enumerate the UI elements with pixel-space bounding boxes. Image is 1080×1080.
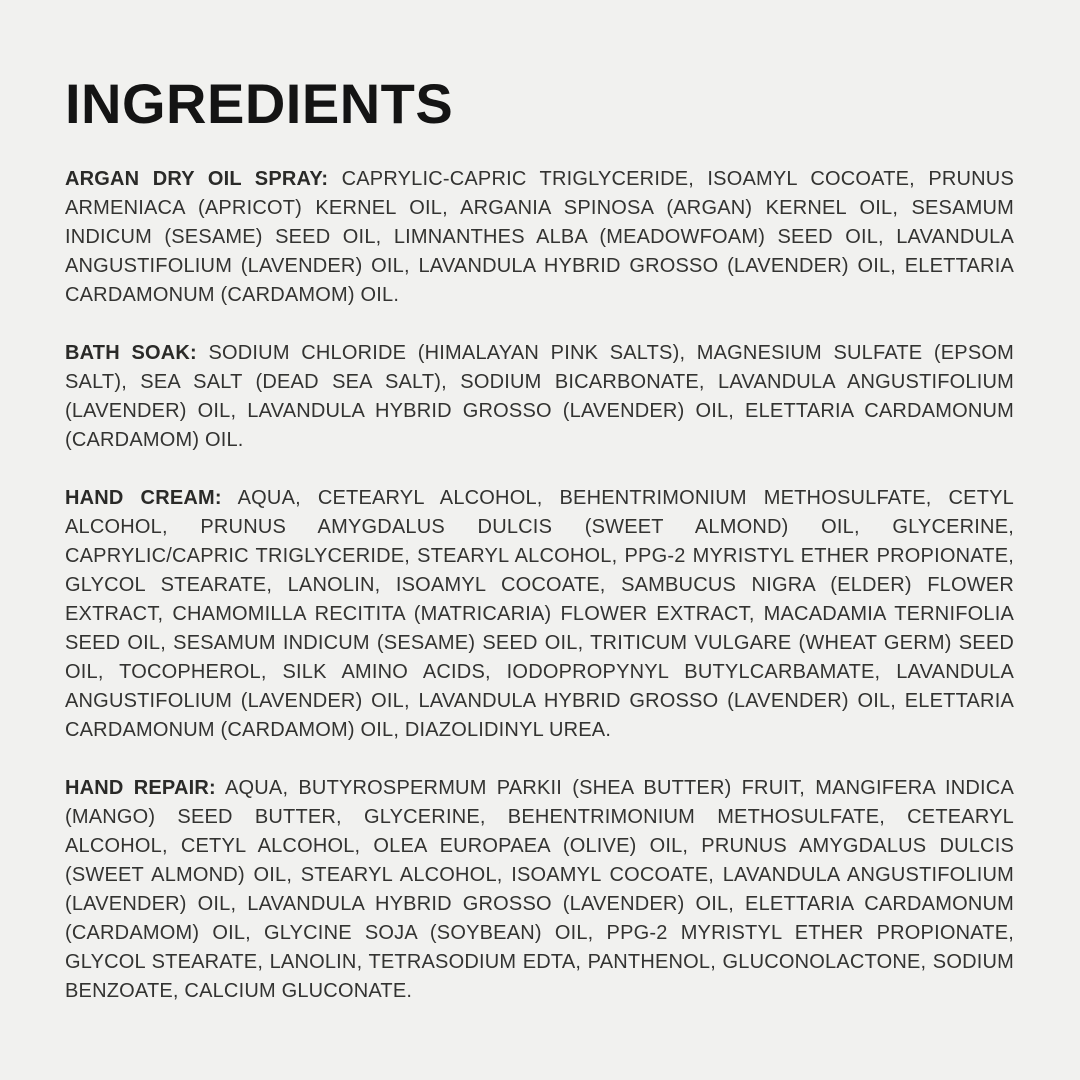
page-title: INGREDIENTS [65, 72, 454, 135]
section-label-hand-cream: HAND CREAM: [65, 487, 222, 509]
section-text-argan-dry-oil-spray: CAPRYLIC-CAPRIC TRIGLYCERIDE, ISOAMYL COCOATE, PRUNUS ARMENIACA (APRICOT) KERNEL OIL, ARGANIA SPINOSA (ARGAN) KERNEL OIL, SESAMUM INDICUM (SESAME) SEED OIL, LIMNANTHES ALBA (MEADOWFOAM) SEED OIL, LAVANDULA ANGUSTIFOLIUM (LAVENDER) OIL, LAVANDULA HYBRID GROSSO (LAVENDER) OIL, ELETTARIA CARDAMONUM (CARDAMOM) OIL. [65, 168, 1014, 306]
section-text-hand-repair: AQUA, BUTYROSPERMUM PARKII (SHEA BUTTER) FRUIT, MANGIFERA INDICA (MANGO) SEED BUTTER, GLYCERINE, BEHENTRIMONIUM METHOSULFATE, CETEARYL ALCOHOL, CETYL ALCOHOL, OLEA EUROPAEA (OLIVE) OIL, PRUNUS AMYGDALUS DULCIS (SWEET ALMOND) OIL, STEARYL ALCOHOL, ISOAMYL COCOATE, LAVANDULA ANGUSTIFOLIUM (LAVENDER) OIL, LAVANDULA HYBRID GROSSO (LAVENDER) OIL, ELETTARIA CARDAMONUM (CARDAMOM) OIL, GLYCINE SOJA (SOYBEAN) OIL, PPG-2 MYRISTYL ETHER PROPIONATE, GLYCOL STEARATE, LANOLIN, TETRASODIUM EDTA, PANTHENOL, GLUCONOLACTONE, SODIUM BENZOATE, CALCIUM GLUCONATE. [65, 777, 1014, 1002]
section-bath-soak [65, 339, 1014, 455]
section-text-bath-soak: SODIUM CHLORIDE (HIMALAYAN PINK SALTS), MAGNESIUM SULFATE (EPSOM SALT), SEA SALT (DEAD SEA SALT), SODIUM BICARBONATE, LAVANDULA ANGUSTIFOLIUM (LAVENDER) OIL, LAVANDULA HYBRID GROSSO (LAVENDER) OIL, ELETTARIA CARDAMONUM (CARDAMOM) OIL. [65, 342, 1015, 451]
section-label-argan-dry-oil-spray: ARGAN DRY OIL SPRAY: [65, 168, 329, 190]
section-hand-cream [65, 484, 1014, 745]
section-hand-repair [65, 774, 1014, 1006]
section-text-hand-cream: AQUA, CETEARYL ALCOHOL, BEHENTRIMONIUM METHOSULFATE, CETYL ALCOHOL, PRUNUS AMYGDALUS DULCIS (SWEET ALMOND) OIL, GLYCERINE, CAPRYLIC/CAPRIC TRIGLYCERIDE, STEARYL ALCOHOL, PPG-2 MYRISTYL ETHER PROPIONATE, GLYCOL STEARATE, LANOLIN, ISOAMYL COCOATE, SAMBUCUS NIGRA (ELDER) FLOWER EXTRACT, CHAMOMILLA RECITITA (MATRICARIA) FLOWER EXTRACT, MACADAMIA TERNIFOLIA SEED OIL, SESAMUM INDICUM (SESAME) SEED OIL, TRITICUM VULGARE (WHEAT GERM) SEED OIL, TOCOPHEROL, SILK AMINO ACIDS, IODOPROPYNYL BUTYLCARBAMATE, LAVANDULA ANGUSTIFOLIUM (LAVENDER) OIL, LAVANDULA HYBRID GROSSO (LAVENDER) OIL, ELETTARIA CARDAMONUM (CARDAMOM) OIL, DIAZOLIDINYL UREA. [65, 487, 1014, 741]
section-label-hand-repair: HAND REPAIR: [65, 777, 216, 799]
section-label-bath-soak: BATH SOAK: [65, 342, 197, 364]
section-argan-dry-oil-spray [65, 165, 1014, 310]
